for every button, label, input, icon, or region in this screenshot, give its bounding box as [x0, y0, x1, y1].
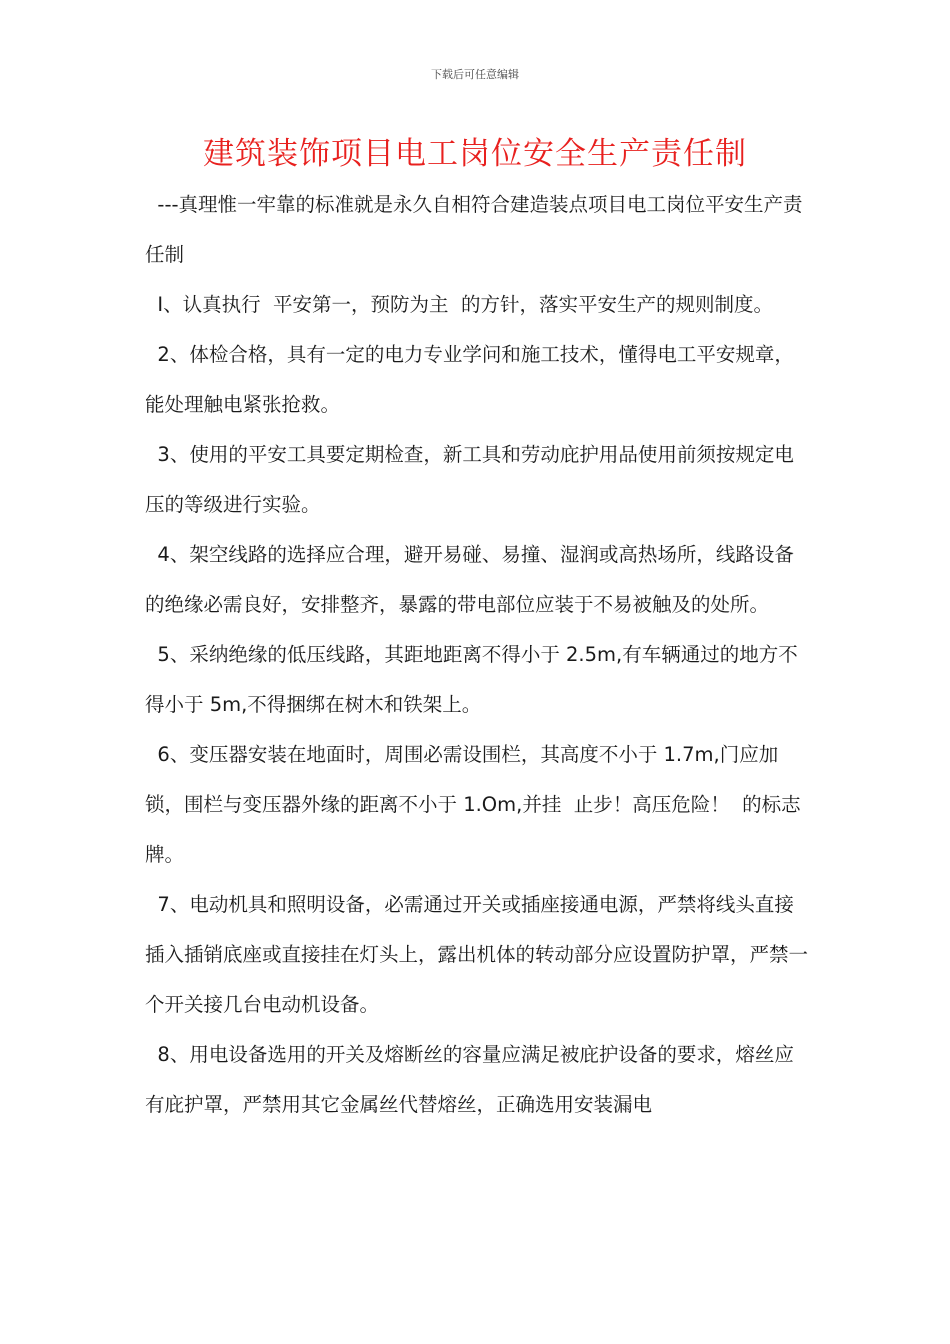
header-note: 下载后可任意编辑 [431, 68, 519, 81]
paragraph-item-3: 3、使用的平安工具要定期检查，新工具和劳动庇护用品使用前须按规定电压的等级进行实验。 [145, 443, 794, 516]
paragraph-item-2: 2、体检合格，具有一定的电力专业学问和施工技术，懂得电工平安规章，能处理触电紧张抢救。 [145, 343, 794, 416]
paragraph-item-8: 8、用电设备选用的开关及熔断丝的容量应满足被庇护设备的要求，熔丝应有庇护罩，严禁用其它金属丝代替熔丝，正确选用安装漏电 [145, 1043, 794, 1116]
document-body [145, 180, 810, 1130]
paragraph-item-1: I、认真执行 平安第一，预防为主 的方针，落实平安生产的规则制度。 [145, 293, 773, 316]
paragraph-intro: ---真理惟一牢靠的标准就是永久自相符合建造装点项目电工岗位平安生产责任制 [145, 193, 803, 266]
document-title: 建筑装饰项目电工岗位安全生产责任制 [203, 136, 747, 172]
paragraph-item-5: 5、采纳绝缘的低压线路，其距地距离不得小于 2.5m,有车辆通过的地方不得小于 5m,不得捆绑在树木和铁架上。 [145, 643, 798, 716]
paragraph-item-7: 7、电动机具和照明设备，必需通过开关或插座接通电源，严禁将线头直接插入插销底座或直接挂在灯头上，露出机体的转动部分应设置防护罩，严禁一个开关接几台电动机设备。 [145, 893, 809, 1016]
paragraph-item-4: 4、架空线路的选择应合理，避开易碰、易撞、湿润或高热场所，线路设备的绝缘必需良好，安排整齐，暴露的带电部位应装于不易被触及的处所。 [145, 543, 794, 616]
paragraph-item-6: 6、变压器安装在地面时，周围必需设围栏，其高度不小于 1.7m,门应加锁，围栏与变压器外缘的距离不小于 1.Om,并挂 止步！高压危险！ 的标志牌。 [145, 743, 801, 866]
